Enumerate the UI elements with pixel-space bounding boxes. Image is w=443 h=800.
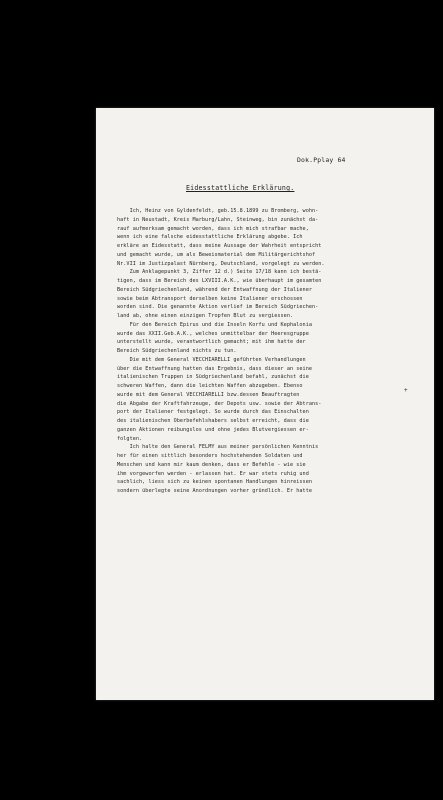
document-line: Menschen und kann mir kaum denken, dass er Befehle - wie sie [117,461,306,468]
document-line: sachlich, liess sich zu keinen spontanen Handlungen hinreissen [117,479,312,486]
document-line: rauf aufmerksam gemacht worden, dass ich mich strafbar mache, [117,225,309,232]
document-line: wenn ich eine falsche eidesstattliche Erklärung abgebe. Ich [117,234,303,241]
document-body [117,207,407,496]
document-line: worden sind. Die genannte Aktion verlief im Bereich Südgriechen- [117,304,319,311]
document-page-content [96,108,434,700]
document-line: über die Entwaffnung hatten das Ergebnis, dass dieser an seine [117,365,312,372]
document-line: erkläre an Eidesstatt, dass meine Aussage der Wahrheit entspricht [117,243,322,249]
document-line: port der Italiener festgelegt. So wurde durch das Einschalten [117,409,309,416]
document-line: schweren Waffen, dann die leichten Waffen abzugeben. Ebenso [117,383,303,389]
document-line: Ich halte den General FELMY aus meiner persönlichen Kenntnis [117,444,319,451]
document-line: Zum Anklagepunkt 3, Ziffer 12 d.) Seite 17/18 kann ich bestä- [117,269,322,276]
document-line: Bereich Südgriechenland, während der Entwaffnung der Italiener [117,286,312,293]
document-line: unterstellt wurde, verantwortlich gemacht; mit ihm hatte der [117,339,306,346]
document-reference: Dok.Pplay 64 [297,156,346,164]
document-line: Bereich Südgriechenland nichts zu tun. [117,348,237,354]
document-line: sondern überlegte seine Anordnungen vorher gründlich. Er hatte [117,488,312,494]
document-line: sowie beim Abtransport derselben keine Italiener erschossen [117,295,303,302]
document-line: folgten. [117,435,143,442]
document-line: die Abgabe der Kraftfahrzeuge, der Depots usw. sowie der Abtrans- [117,400,322,407]
document-line: wurde das XXII.Geb.A.K., welches unmittelbar der Heeresgruppe [117,330,309,337]
document-line: tigen, dass im Bereich des LXVIII.A.K., wie überhaupt im gesamten [117,278,322,284]
document-page [96,108,434,700]
document-line: ihm vorgeworfen werden - erlassen hat. Er war stets ruhig und [117,470,309,477]
document-line: Für den Bereich Epirus und die Inseln Korfu und Kephalonia [117,321,312,328]
document-line: italienischen Truppen in Südgriechenland befahl, zunächst die [117,374,309,381]
document-line: Ich, Heinz von Gyldenfeldt, geb.15.8.1899 zu Bromberg, wohn- [117,208,319,214]
document-line: her für einen sittlich besonders hochstehenden Soldaten und [117,453,303,459]
document-line: und gemacht wurde, um als Beweismaterial dem Militärgerichtshof [117,251,316,258]
document-line: des italienischen Oberbefehlshabers selbst erreicht, dass die [117,418,309,424]
document-line: Die mit dem General VECCHIARELLI geführten Verhandlungen [117,356,306,363]
document-title: Eidesstattliche Erklärung. [186,184,295,192]
document-line: ganzen Aktionen reibungslos und ohne jedes Blutvergiessen er- [117,426,309,433]
margin-mark: + [404,387,408,394]
document-line: haft in Neustadt, Kreis Marburg/Lahn, Steinweg, bin zunächst da- [117,216,319,223]
document-line: wurde mit dem General VECCHIARELLI bzw.dessen Beauftragten [117,391,300,398]
document-line: Nr.VII im Justizpalast Nürnberg, Deutschland, vorgelegt zu werden. [117,260,325,267]
document-line: land ab, ohne einen einzigen Tropfen Blut zu vergiessen. [117,313,294,319]
